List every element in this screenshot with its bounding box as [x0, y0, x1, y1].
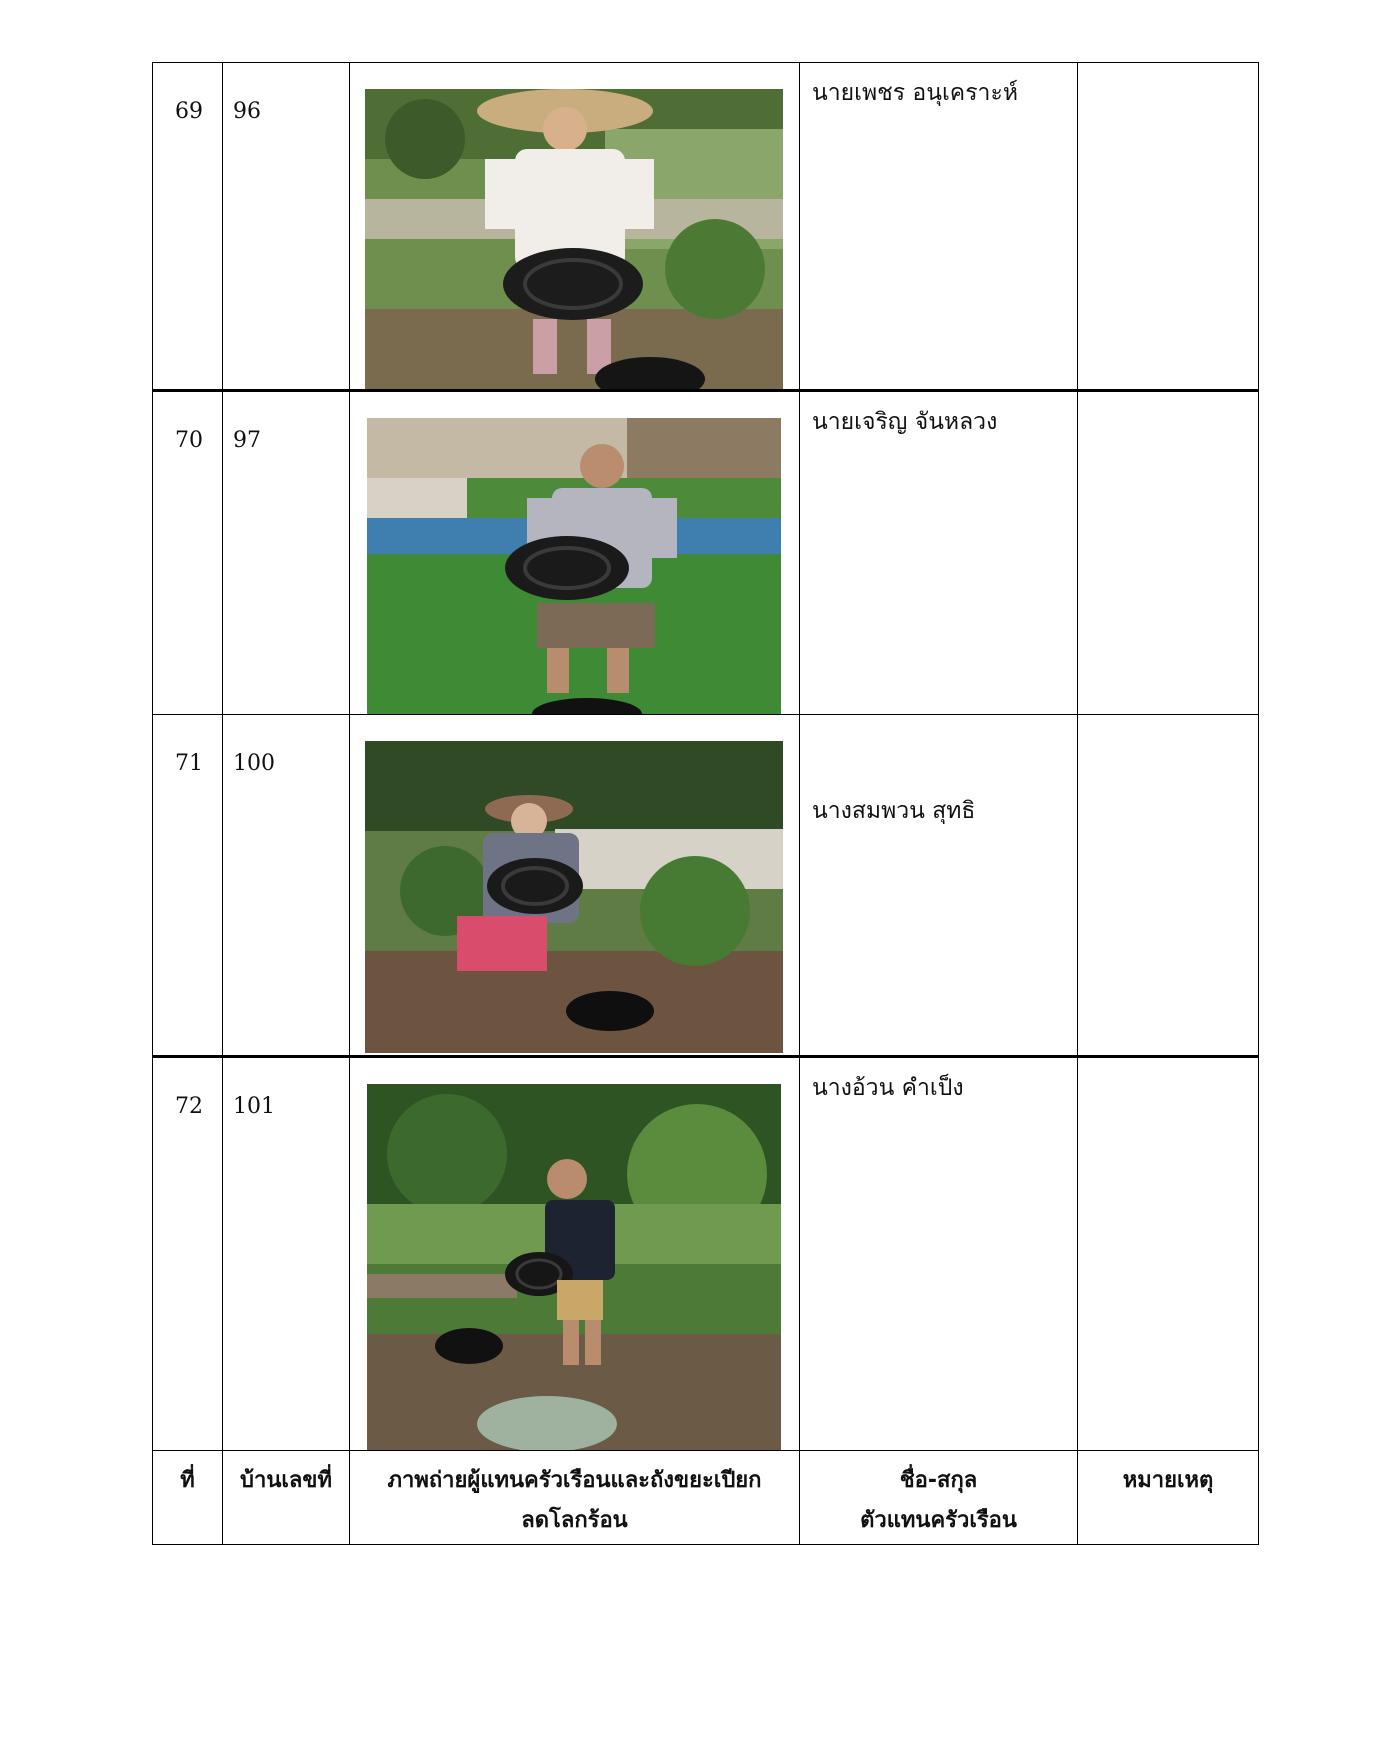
row-number-cell	[153, 391, 223, 715]
house-number-cell	[223, 715, 350, 1057]
house-number-cell	[223, 63, 350, 391]
household-name: นายเพชร อนุเคราะห์	[812, 80, 1018, 106]
household-table	[152, 62, 1259, 1545]
household-photo	[365, 741, 783, 1053]
house-number: 97	[233, 428, 261, 453]
household-photo	[367, 418, 781, 714]
row-number: 70	[175, 428, 203, 453]
house-number: 101	[233, 1094, 275, 1119]
header-photo	[350, 1451, 800, 1545]
house-number: 96	[233, 99, 261, 124]
household-photo	[365, 89, 783, 389]
row-number: 69	[175, 99, 203, 124]
row-number: 71	[175, 751, 203, 776]
name-cell	[800, 1057, 1078, 1451]
photo-cell	[350, 715, 800, 1057]
remark-cell	[1078, 63, 1259, 391]
table-row	[153, 63, 1259, 391]
header-name-line2: ตัวแทนครัวเรือน	[860, 1508, 1017, 1533]
header-remark	[1078, 1451, 1259, 1545]
table-header-row	[153, 1451, 1259, 1545]
table-row	[153, 715, 1259, 1057]
row-number: 72	[175, 1094, 203, 1119]
remark-cell	[1078, 391, 1259, 715]
name-cell	[800, 63, 1078, 391]
table-row	[153, 391, 1259, 715]
photo-cell	[350, 391, 800, 715]
header-no	[153, 1451, 223, 1545]
household-name: นายเจริญ จันหลวง	[812, 409, 998, 435]
house-number-cell	[223, 391, 350, 715]
remark-cell	[1078, 715, 1259, 1057]
name-cell	[800, 715, 1078, 1057]
remark-cell	[1078, 1057, 1259, 1451]
household-name: นางอ้วน คำเป็ง	[812, 1075, 964, 1101]
header-name	[800, 1451, 1078, 1545]
header-name-line1: ชื่อ-สกุล	[899, 1468, 978, 1493]
house-number-cell	[223, 1057, 350, 1451]
household-photo	[367, 1084, 781, 1450]
row-number-cell	[153, 1057, 223, 1451]
header-photo-line1: ภาพถ่ายผู้แทนครัวเรือนและถังขยะเปียก	[387, 1468, 762, 1493]
header-remark-label: หมายเหตุ	[1122, 1468, 1214, 1493]
row-number-cell	[153, 63, 223, 391]
header-photo-line2: ลดโลกร้อน	[521, 1508, 628, 1533]
photo-cell	[350, 63, 800, 391]
name-cell	[800, 391, 1078, 715]
header-house	[223, 1451, 350, 1545]
header-house-label: บ้านเลขที่	[240, 1468, 332, 1493]
photo-cell	[350, 1057, 800, 1451]
household-name: นางสมพวน สุทธิ	[812, 798, 976, 824]
house-number: 100	[233, 751, 275, 776]
header-no-label: ที่	[180, 1468, 195, 1493]
table-row	[153, 1057, 1259, 1451]
row-number-cell	[153, 715, 223, 1057]
